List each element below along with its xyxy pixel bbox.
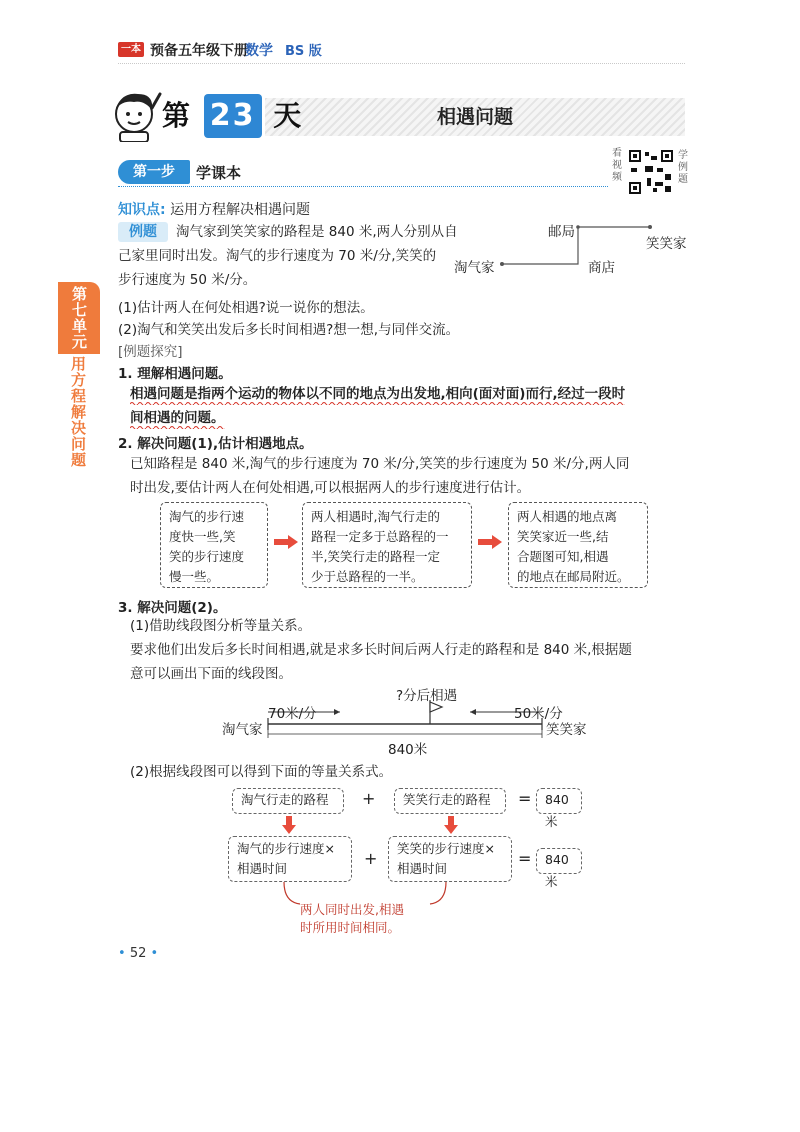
- reason-box-2: [302, 502, 472, 588]
- eq-line: 相遇时间: [397, 861, 448, 876]
- eq-xiaoxiao-speed-time: [388, 836, 512, 882]
- map-xiaoxiao-home: 笑笑家: [646, 236, 687, 252]
- example-line-3: 步行速度为 50 米/分。: [118, 272, 257, 288]
- reason-3-line: 合题图可知,相遇: [517, 549, 609, 564]
- step-title: 学课本: [196, 164, 242, 182]
- eq-taoqi-speed-time: [228, 836, 352, 882]
- qr-code-icon[interactable]: [627, 148, 675, 196]
- section-3-sub-2: (2)根据线段图可以得到下面的等量关系式。: [130, 764, 393, 780]
- map-taoqi-home: 淘气家: [454, 260, 495, 276]
- section-3-text-1: 要求他们出发后多长时间相遇,就是求多长时间后两人行走的路程和是 840 米,根据题: [130, 642, 632, 658]
- header-divider: [118, 63, 685, 64]
- plus-sign: +: [364, 849, 378, 868]
- reason-2-line: 两人相遇时,淘气行走的: [311, 509, 440, 524]
- example-badge: 例题: [118, 222, 168, 242]
- example-line-2: 己家里同时出发。淘气的步行速度为 70 米/分,笑笑的: [118, 248, 437, 264]
- eq-line: 相遇时间: [237, 861, 288, 876]
- section-3-sub-1: (1)借助线段图分析等量关系。: [130, 618, 312, 634]
- meet-label: ?分后相遇: [396, 688, 458, 704]
- question-1: (1)估计两人在何处相遇?说一说你的想法。: [118, 300, 374, 316]
- arrow-right-icon: [478, 535, 502, 549]
- section-1-def-line-1: [130, 382, 625, 406]
- eq-total-1: 840米: [536, 788, 582, 814]
- reason-1-line: 淘气的步行速: [169, 509, 245, 524]
- note-line-1: 两人同时出发,相遇: [300, 902, 404, 917]
- unit-topic: 用方程解决问题: [69, 356, 87, 468]
- day-suffix: 天: [273, 99, 304, 132]
- eq-xiaoxiao-distance: 笑笑行走的路程: [394, 788, 506, 814]
- day-prefix: 第: [162, 99, 193, 132]
- reason-3-line: 笑笑家近一些,结: [517, 529, 609, 544]
- dot-icon: •: [150, 946, 159, 961]
- total-distance-label: 840米: [388, 742, 428, 758]
- reason-box-3: [508, 502, 648, 588]
- section-3-text-2: 意可以画出下面的线段图。: [130, 666, 292, 682]
- right-speed-label: 50米/分: [514, 706, 563, 722]
- example-line-1: 淘气家到笑笑家的路程是 840 米,两人分别从自: [176, 224, 458, 240]
- explore-label: [例题探究]: [118, 344, 183, 360]
- definition-text-2: 间相遇的问题。: [130, 410, 225, 429]
- arrow-down-icon: [444, 816, 458, 834]
- definition-text-1: 相遇问题是指两个运动的物体以不同的地点为出发地,相向(面对面)而行,经过一段时: [130, 386, 625, 405]
- knowledge-text: 运用方程解决相遇问题: [170, 202, 311, 218]
- reason-1-line: 笑的步行速度: [169, 549, 245, 564]
- arrow-down-icon: [282, 816, 296, 834]
- left-endpoint-label: 淘气家: [222, 722, 263, 738]
- qr-label-left: 看视频: [612, 148, 622, 183]
- subject-label: 数学: [245, 43, 273, 59]
- equals-sign: =: [518, 789, 532, 808]
- equals-sign: =: [518, 849, 532, 868]
- boy-mascot-icon: [108, 88, 164, 142]
- step-divider: [118, 186, 608, 187]
- page-number-text: 52: [129, 946, 147, 961]
- eq-taoqi-distance: 淘气行走的路程: [232, 788, 344, 814]
- lesson-title: 相遇问题: [436, 106, 513, 128]
- reason-1-line: 度快一些,笑: [169, 529, 236, 544]
- page-number: [118, 946, 158, 961]
- eq-line: 笑笑的步行速度×: [397, 841, 495, 856]
- section-1-def-line-2: [130, 406, 225, 430]
- map-post-office: 邮局: [548, 224, 575, 240]
- publisher-logo: 一本: [118, 42, 144, 57]
- knowledge-label: 知识点:: [118, 202, 166, 218]
- section-3-title: 3. 解决问题(2)。: [118, 600, 227, 616]
- eq-total-2: 840米: [536, 848, 582, 874]
- step-badge: 第一步: [118, 160, 190, 184]
- reason-1-line: 慢一些。: [169, 569, 220, 584]
- note-line-2: 时所用时间相同。: [300, 920, 401, 935]
- qr-label-right: 学例题: [678, 150, 688, 185]
- reason-2-line: 半,笑笑行走的路程一定: [311, 549, 440, 564]
- knowledge-point: [118, 199, 310, 219]
- left-speed-label: 70米/分: [268, 706, 317, 722]
- reason-2-line: 路程一定多于总路程的一: [311, 529, 449, 544]
- day-number: 23: [204, 94, 262, 138]
- right-endpoint-label: 笑笑家: [546, 722, 587, 738]
- plus-sign: +: [362, 789, 376, 808]
- unit-tab: 第七单元: [58, 282, 100, 354]
- section-2-text-2: 时出发,要估计两人在何处相遇,可以根据两人的步行速度进行估计。: [130, 480, 531, 496]
- section-2-title: 2. 解决问题(1),估计相遇地点。: [118, 436, 313, 452]
- map-store: 商店: [588, 260, 615, 276]
- arrow-right-icon: [274, 535, 298, 549]
- book-title: 预备五年级下册: [150, 43, 248, 59]
- dot-icon: •: [118, 946, 126, 961]
- edition-label: BS 版: [285, 44, 322, 59]
- eq-line: 淘气的步行速度×: [237, 841, 335, 856]
- day-badge: [162, 94, 303, 138]
- question-2: (2)淘气和笑笑出发后多长时间相遇?想一想,与同伴交流。: [118, 322, 460, 338]
- section-2-text-1: 已知路程是 840 米,淘气的步行速度为 70 米/分,笑笑的步行速度为 50 米/分,两人同: [130, 456, 630, 472]
- reason-box-1: [160, 502, 268, 588]
- reason-2-line: 少于总路程的一半。: [311, 569, 424, 584]
- section-1-title: 1. 理解相遇问题。: [118, 366, 232, 382]
- reason-3-line: 两人相遇的地点离: [517, 509, 618, 524]
- reason-3-line: 的地点在邮局附近。: [517, 569, 630, 584]
